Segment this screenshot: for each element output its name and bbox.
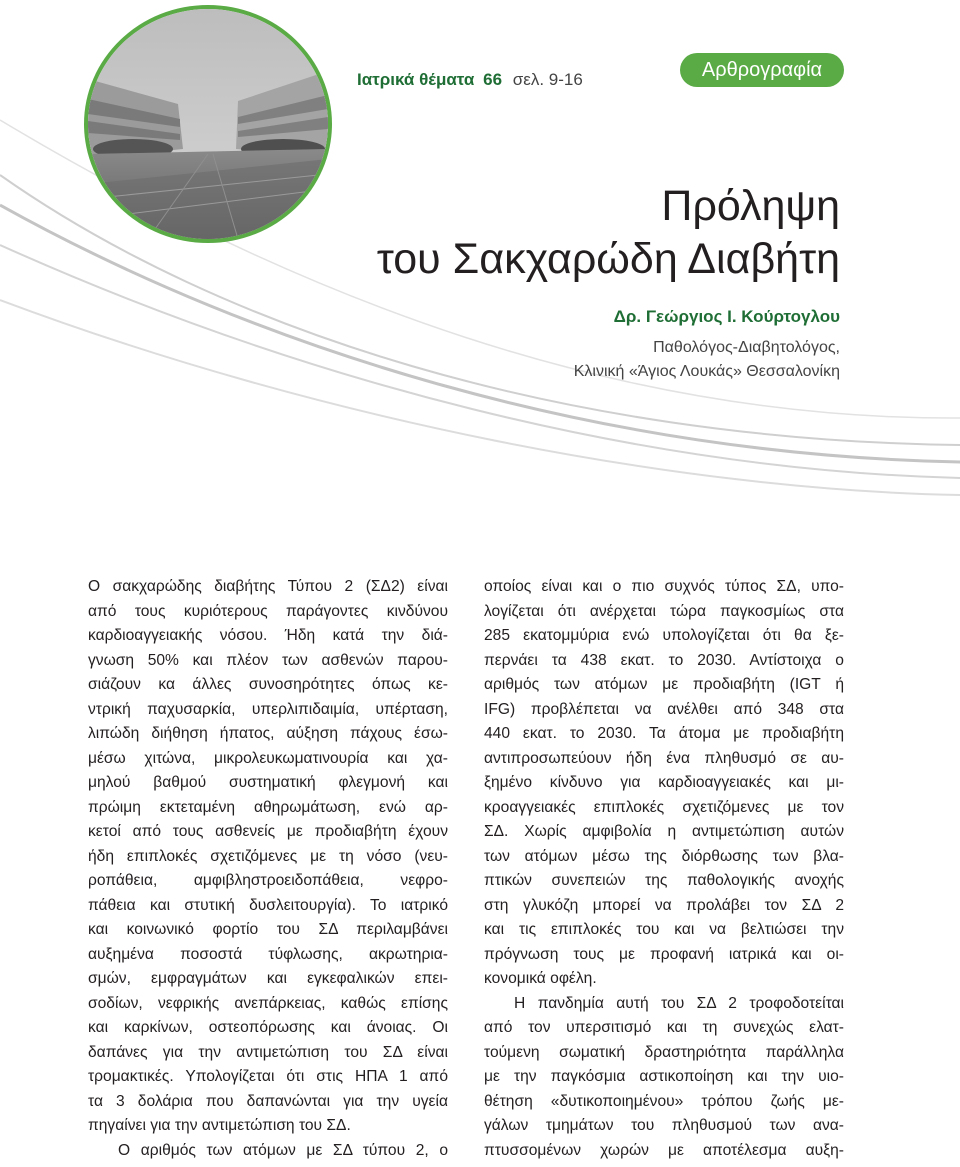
author-affiliation-line: Κλινική «Άγιος Λουκάς» Θεσσαλονίκη	[573, 363, 840, 380]
body-column-right	[484, 575, 844, 1163]
text-line: θέτηση «δυτικοποιημένου» τρόπου ζωής με-	[484, 1092, 844, 1110]
text-line: αυξημένα ποσοστά τύφλωσης, ακρωτηρια-	[88, 945, 448, 963]
text-line: Η πανδημία αυτή του ΣΔ 2 τροφοδοτείται	[514, 994, 844, 1012]
article-title	[377, 180, 840, 286]
text-line: γνωση 50% και πλέον των ασθενών παρου-	[88, 651, 448, 669]
article-title-line: του Σακχαρώδη Διαβήτη	[376, 235, 840, 283]
author-block	[574, 306, 840, 384]
city-square-photo	[84, 5, 332, 243]
text-line: Ο αριθμός των ατόμων με ΣΔ τύπου 2, ο	[118, 1141, 448, 1159]
text-line: περνάει τα 438 εκατ. το 2030. Αντίστοιχα ο	[484, 651, 844, 669]
text-line: Ο σακχαρώδης διαβήτης Τύπου 2 (ΣΔ2) είναι	[88, 578, 448, 595]
text-line: μέσω χιτώνα, μικρολευκωματινουρία και χα-	[88, 749, 448, 767]
text-line: αριθμός των ατόμων με προδιαβήτη (IGT ή	[484, 676, 844, 693]
text-line: ΣΔ. Χωρίς αμφιβολία η αντιμετώπιση αυτών	[484, 823, 844, 840]
text-line: πηγαίνει για την αντιμετώπιση του ΣΔ.	[88, 1117, 351, 1134]
section-badge: Αρθρογραφία	[680, 53, 844, 87]
text-line: μηλού βαθμού συστηματική φλεγμονή και	[88, 774, 448, 791]
text-line: πτυσσομένων χωρών με αποτέλεσμα αυξη-	[484, 1141, 844, 1159]
text-line: αντιπροσωπεύουν ήδη ένα πληθυσμό σε αυ-	[484, 749, 844, 767]
text-line: σοδίων, νεφρικής ανεπάρκειας, καθώς επίσης	[88, 994, 448, 1012]
journal-title: Ιατρικά θέματα	[357, 70, 475, 89]
text-line: με την παγκόσμια αστικοποίηση και την υιο-	[484, 1068, 844, 1085]
text-line: και καρκίνων, οστεοπόρωσης και άνοιας. Οι	[88, 1019, 448, 1036]
text-line: από τον υπερσιτισμό και τη συνεχώς ελατ-	[484, 1019, 844, 1036]
text-line: ήδη επιπλοκές σχετιζόμενες με τη νόσο (νευ-	[88, 847, 448, 865]
text-line: και τις επιπλοκές του και να βελτιώσει την	[484, 921, 844, 938]
text-line: ντρική παχυσαρκία, υπερλιπιδαιμία, υπέρταση,	[88, 700, 448, 718]
author-affiliation	[574, 336, 840, 384]
text-line: IFG) προβλέπεται να ανέλθει από 348 στα	[484, 700, 844, 718]
text-line: πρόγνωση τους με προφανή ιατρικά και οι-	[484, 945, 844, 963]
text-line: τούμενη σωματική δραστηριότητα παράλληλα	[484, 1043, 844, 1061]
text-line: από τους κυριότερους παράγοντες κινδύνου	[88, 602, 448, 620]
text-line: και κοινωνικό φορτίο του ΣΔ περιλαμβάνει	[88, 921, 448, 938]
text-line: γάλων τμημάτων του πληθυσμού των ανα-	[484, 1117, 844, 1134]
text-line: 440 εκατ. το 2030. Τα άτομα με προδιαβήτη	[484, 725, 844, 742]
author-name: Δρ. Γεώργιος Ι. Κούρτογλου	[613, 307, 840, 326]
text-line: καρδιοαγγειακής νόσου. Ήδη κατά την διά-	[88, 627, 448, 644]
text-line: κονομικά οφέλη.	[484, 970, 597, 987]
page-range: σελ. 9-16	[512, 70, 583, 89]
text-line: 285 εκατομμύρια ενώ υπολογίζεται ότι θα ξε-	[484, 627, 844, 644]
text-line: τα 3 δολάρια που δαπανώνται για την υγεία	[88, 1092, 448, 1110]
text-line: ξημένο κίνδυνο για καρδιοαγγειακές και μι-	[484, 774, 844, 791]
text-line: σιάζουν κα άλλες συνοσηρότητες όπως κε-	[88, 676, 448, 693]
text-line: των ατόμων μέσω της διόρθωσης των βλα-	[484, 847, 844, 865]
text-line: τρομακτικές. Υπολογίζεται ότι στις ΗΠΑ 1 από	[88, 1068, 448, 1085]
text-line: πρώιμη εκτεταμένη αθηρωμάτωση, ενώ αρ-	[88, 798, 448, 816]
text-line: κροαγγειακές επιπλοκές σχετιζόμενες με τον	[484, 798, 844, 816]
text-line: σμών, εμφραγμάτων και εγκεφαλικών επει-	[88, 970, 448, 987]
journal-reference	[357, 70, 583, 90]
text-line: πάθεια και στυτική δυσλειτουργία). Το ιατρικό	[88, 896, 448, 914]
text-line: λογίζεται ότι ανέρχεται τώρα παγκοσμίως στα	[484, 602, 844, 620]
text-line: στη γλυκόζη μπορεί να προλάβει τον ΣΔ 2	[484, 896, 844, 914]
text-line: πτικών συνεπειών της παθολογικής ανοχής	[484, 872, 844, 889]
text-line: λιπώδη διήθηση ήπατος, αύξηση πάχους έσω-	[88, 725, 448, 742]
article-title-line: Πρόληψη	[661, 182, 840, 230]
text-line: δαπάνες για την αντιμετώπιση του ΣΔ είναι	[88, 1043, 448, 1061]
issue-number: 66	[483, 70, 503, 89]
text-line: κετοί από τους ασθενείς με προδιαβήτη έχουν	[88, 823, 448, 840]
body-column-left	[88, 575, 448, 1163]
author-affiliation-line: Παθολόγος-Διαβητολόγος,	[653, 339, 840, 356]
text-line: οποίος είναι και ο πιο συχνός τύπος ΣΔ, υπο-	[484, 578, 844, 595]
text-line: ροπάθεια, αμφιβληστροειδοπάθεια, νεφρο-	[88, 872, 448, 889]
